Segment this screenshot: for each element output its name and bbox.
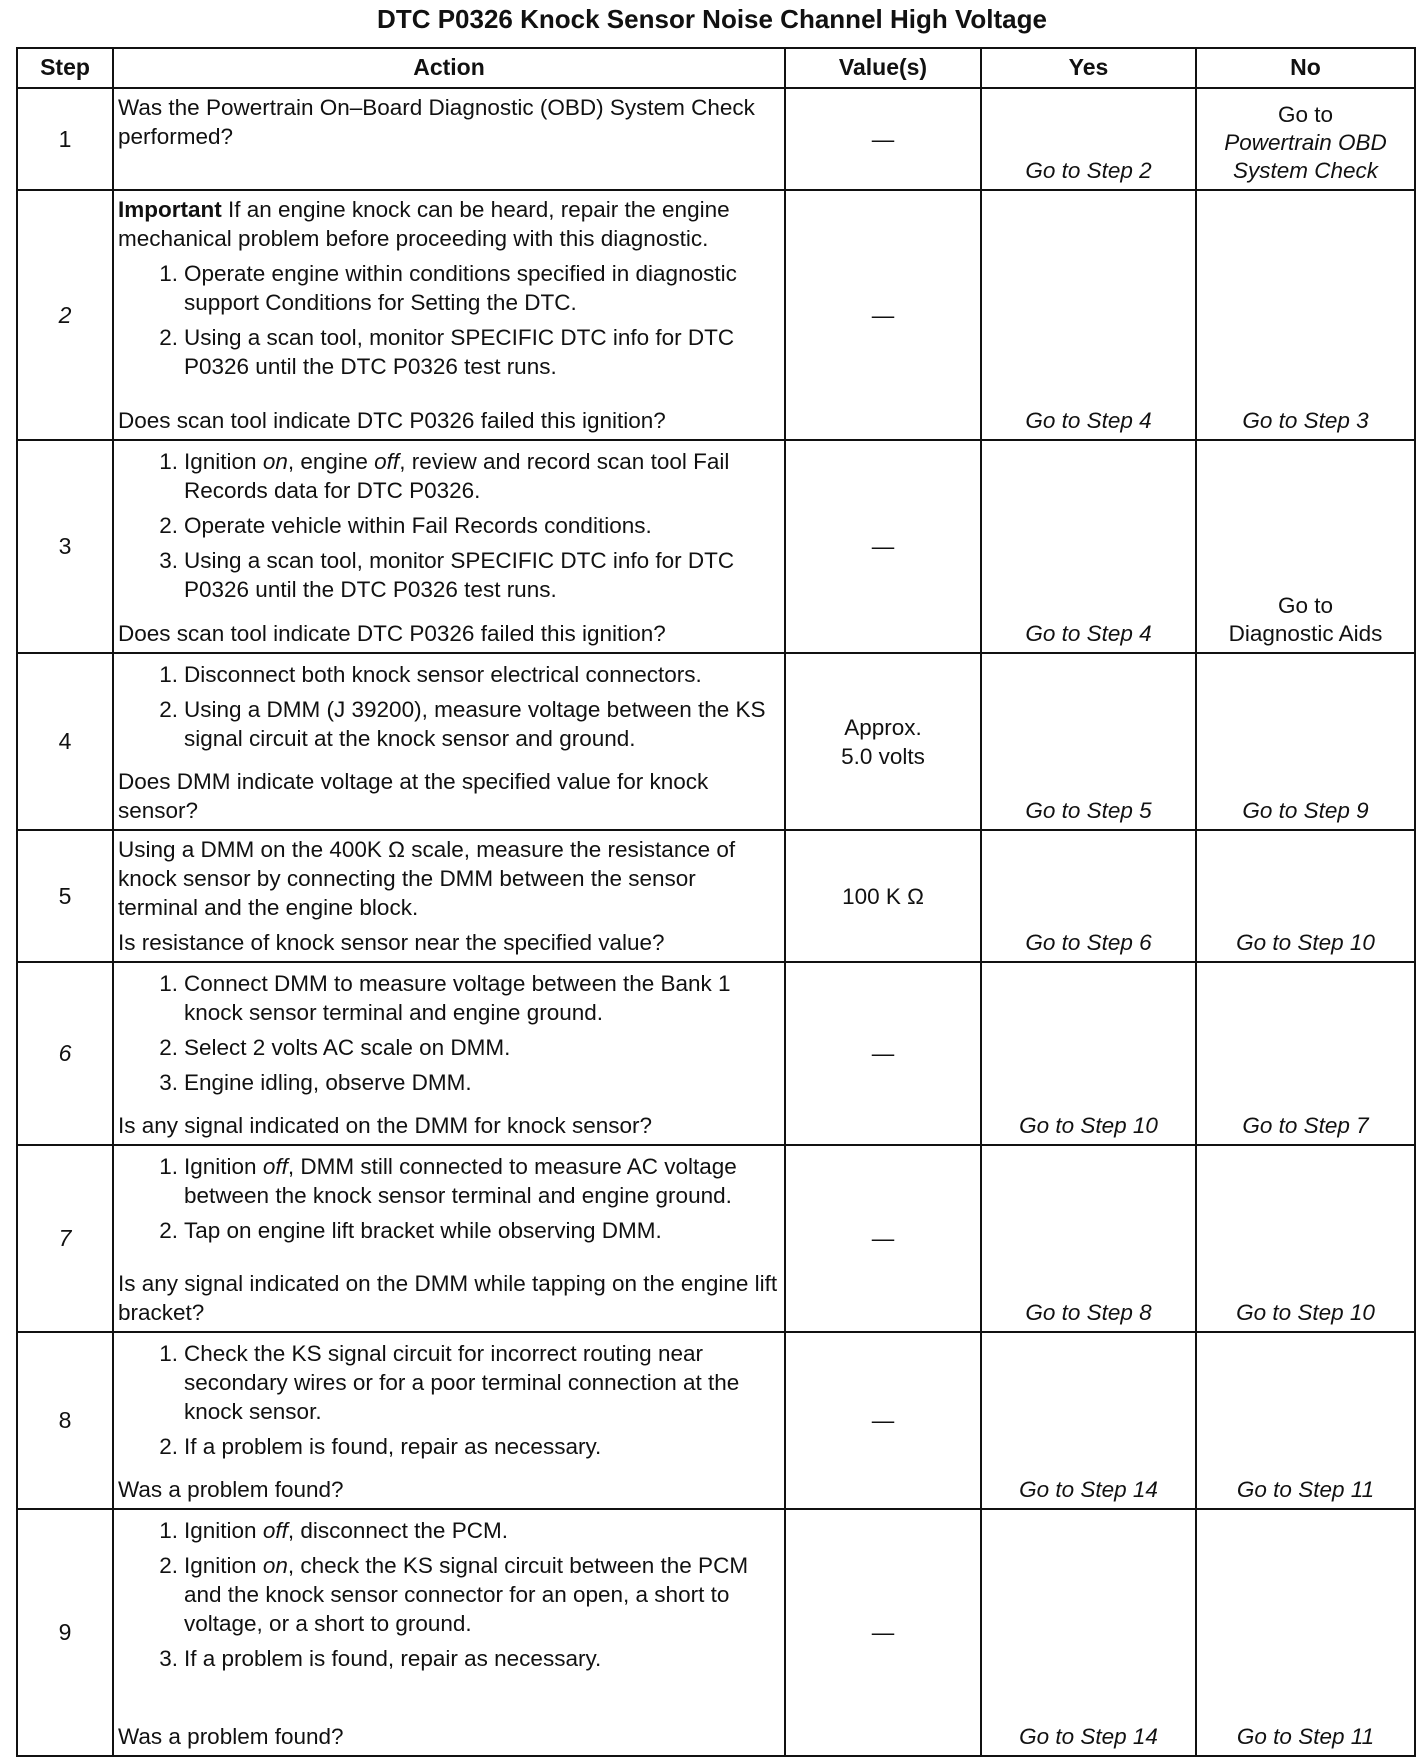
list-item: 2. Using a DMM (J 39200), measure voltage between the KS signal circuit at the knock sensor and ground.: [159, 697, 766, 752]
step-number: 7: [17, 1145, 113, 1331]
list-item: 2. Tap on engine lift bracket while observing DMM.: [159, 1218, 662, 1244]
no-line: Go to: [1277, 102, 1334, 128]
no-cell: [1196, 440, 1415, 654]
list-item: 2. Select 2 volts AC scale on DMM.: [159, 1035, 511, 1061]
yes-cell: Go to Step 8: [981, 1145, 1196, 1331]
list-item: 3. Using a scan tool, monitor SPECIFIC DTC info for DTC P0326 until the DTC P0326 test runs.: [159, 547, 735, 602]
table-row: [17, 830, 1415, 962]
value-cell: 100 K Ω: [785, 830, 981, 962]
action-cell: [113, 1145, 785, 1331]
table-row: [17, 190, 1415, 439]
table-row: [17, 962, 1415, 1145]
yes-cell: Go to Step 14: [981, 1332, 1196, 1509]
list-item: 1. Check the KS signal circuit for incorrect routing near secondary wires or for a poor terminal connection at the knock sensor.: [159, 1340, 740, 1424]
header-yes: Yes: [981, 48, 1196, 88]
action-cell: [113, 88, 785, 191]
action-question: Does scan tool indicate DTC P0326 failed this ignition?: [118, 621, 666, 647]
value-cell: —: [785, 88, 981, 191]
value-cell: —: [785, 1145, 981, 1331]
no-line: Powertrain OBD: [1224, 130, 1387, 156]
table-row: [17, 653, 1415, 830]
no-line: System Check: [1232, 158, 1379, 184]
step-number: 8: [17, 1332, 113, 1509]
step-number: 6: [17, 962, 113, 1145]
yes-cell: Go to Step 5: [981, 653, 1196, 830]
action-cell: [113, 440, 785, 654]
list-item: 2. Using a scan tool, monitor SPECIFIC DTC info for DTC P0326 until the DTC P0326 test runs.: [159, 325, 735, 380]
yes-cell: Go to Step 4: [981, 190, 1196, 439]
action-question: Is any signal indicated on the DMM while tapping on the engine lift bracket?: [118, 1270, 778, 1325]
list-item: 1. Connect DMM to measure voltage between the Bank 1 knock sensor terminal and engine ground.: [159, 971, 731, 1026]
no-line: Go to: [1277, 593, 1334, 619]
value-cell: —: [785, 1509, 981, 1756]
step-number: 5: [17, 830, 113, 962]
no-cell: Go to Step 10: [1196, 830, 1415, 962]
list-item: 1. Ignition on, engine off, review and record scan tool Fail Records data for DTC P0326.: [159, 448, 730, 503]
table-row: [17, 1332, 1415, 1509]
step-number: 9: [17, 1509, 113, 1756]
action-list: [118, 445, 778, 610]
important-text: If an engine knock can be heard, repair the engine mechanical problem before proceeding with this diagnostic.: [118, 197, 730, 252]
list-item: 1. Ignition off, disconnect the PCM.: [159, 1517, 508, 1543]
action-question: Is any signal indicated on the DMM for knock sensor?: [118, 1113, 653, 1139]
action-cell: [113, 653, 785, 830]
list-item: 3. Engine idling, observe DMM.: [159, 1070, 472, 1096]
no-cell: Go to Step 10: [1196, 1145, 1415, 1331]
value-cell: —: [785, 962, 981, 1145]
yes-cell: Go to Step 2: [981, 88, 1196, 191]
action-cell: [113, 190, 785, 439]
value-cell: —: [785, 190, 981, 439]
yes-cell: Go to Step 4: [981, 440, 1196, 654]
diagnostic-table: [16, 47, 1416, 1757]
value-cell: [785, 653, 981, 830]
yes-cell: Go to Step 10: [981, 962, 1196, 1145]
table-row: [17, 440, 1415, 654]
action-cell: [113, 1509, 785, 1756]
header-no: No: [1196, 48, 1415, 88]
value-line: Approx.: [844, 714, 922, 740]
action-text: Was the Powertrain On–Board Diagnostic (OBD) System Check performed?: [118, 94, 755, 149]
header-row: [17, 48, 1415, 88]
step-number: 4: [17, 653, 113, 830]
action-question: Does DMM indicate voltage at the specified value for knock sensor?: [118, 769, 709, 824]
list-item: 2. Ignition on, check the KS signal circuit between the PCM and the knock sensor connector for an open, a short to voltage, or a short to ground.: [159, 1552, 749, 1636]
no-cell: Go to Step 9: [1196, 653, 1415, 830]
step-number: 2: [17, 190, 113, 439]
table-row: [17, 88, 1415, 191]
yes-cell: Go to Step 14: [981, 1509, 1196, 1756]
action-cell: [113, 830, 785, 962]
action-list: [118, 967, 778, 1103]
action-list: [118, 1150, 778, 1251]
yes-cell: Go to Step 6: [981, 830, 1196, 962]
no-cell: Go to Step 11: [1196, 1509, 1415, 1756]
table-row: [17, 1509, 1415, 1756]
action-question: Does scan tool indicate DTC P0326 failed this ignition?: [118, 407, 666, 433]
action-text: Using a DMM on the 400K Ω scale, measure the resistance of knock sensor by connecting the DMM between the sensor terminal and the engine block.: [118, 837, 736, 921]
list-item: 2. Operate vehicle within Fail Records conditions.: [159, 512, 652, 538]
action-question: Is resistance of knock sensor near the specified value?: [118, 930, 665, 956]
action-list: [118, 1337, 778, 1467]
no-cell: Go to Step 11: [1196, 1332, 1415, 1509]
action-cell: [113, 1332, 785, 1509]
page-title: DTC P0326 Knock Sensor Noise Channel High Voltage: [377, 4, 1047, 34]
no-cell: [1196, 88, 1415, 191]
header-action: Action: [113, 48, 785, 88]
list-item: 3. If a problem is found, repair as necessary.: [159, 1645, 602, 1671]
action-list: [118, 658, 778, 759]
list-item: 1. Ignition off, DMM still connected to measure AC voltage between the knock sensor terminal and engine ground.: [159, 1154, 737, 1209]
step-number: 3: [17, 440, 113, 654]
no-cell: Go to Step 7: [1196, 962, 1415, 1145]
step-number: 1: [17, 88, 113, 191]
value-cell: —: [785, 1332, 981, 1509]
value-cell: —: [785, 440, 981, 654]
table-row: [17, 1145, 1415, 1331]
action-question: Was a problem found?: [118, 1724, 344, 1749]
action-list: [118, 1514, 778, 1679]
action-list: [118, 259, 778, 381]
list-item: 1. Disconnect both knock sensor electrical connectors.: [159, 662, 702, 688]
action-question: Was a problem found?: [118, 1476, 344, 1502]
header-values: Value(s): [785, 48, 981, 88]
action-text: [118, 195, 778, 253]
header-step: Step: [17, 48, 113, 88]
action-cell: [113, 962, 785, 1145]
value-line: 5.0 volts: [841, 743, 925, 769]
no-line: Diagnostic Aids: [1228, 621, 1383, 647]
list-item: 2. If a problem is found, repair as necessary.: [159, 1433, 602, 1459]
important-label: Important: [118, 197, 222, 223]
list-item: 1. Operate engine within conditions specified in diagnostic support Conditions for Setting the DTC.: [159, 261, 737, 316]
no-cell: Go to Step 3: [1196, 190, 1415, 439]
